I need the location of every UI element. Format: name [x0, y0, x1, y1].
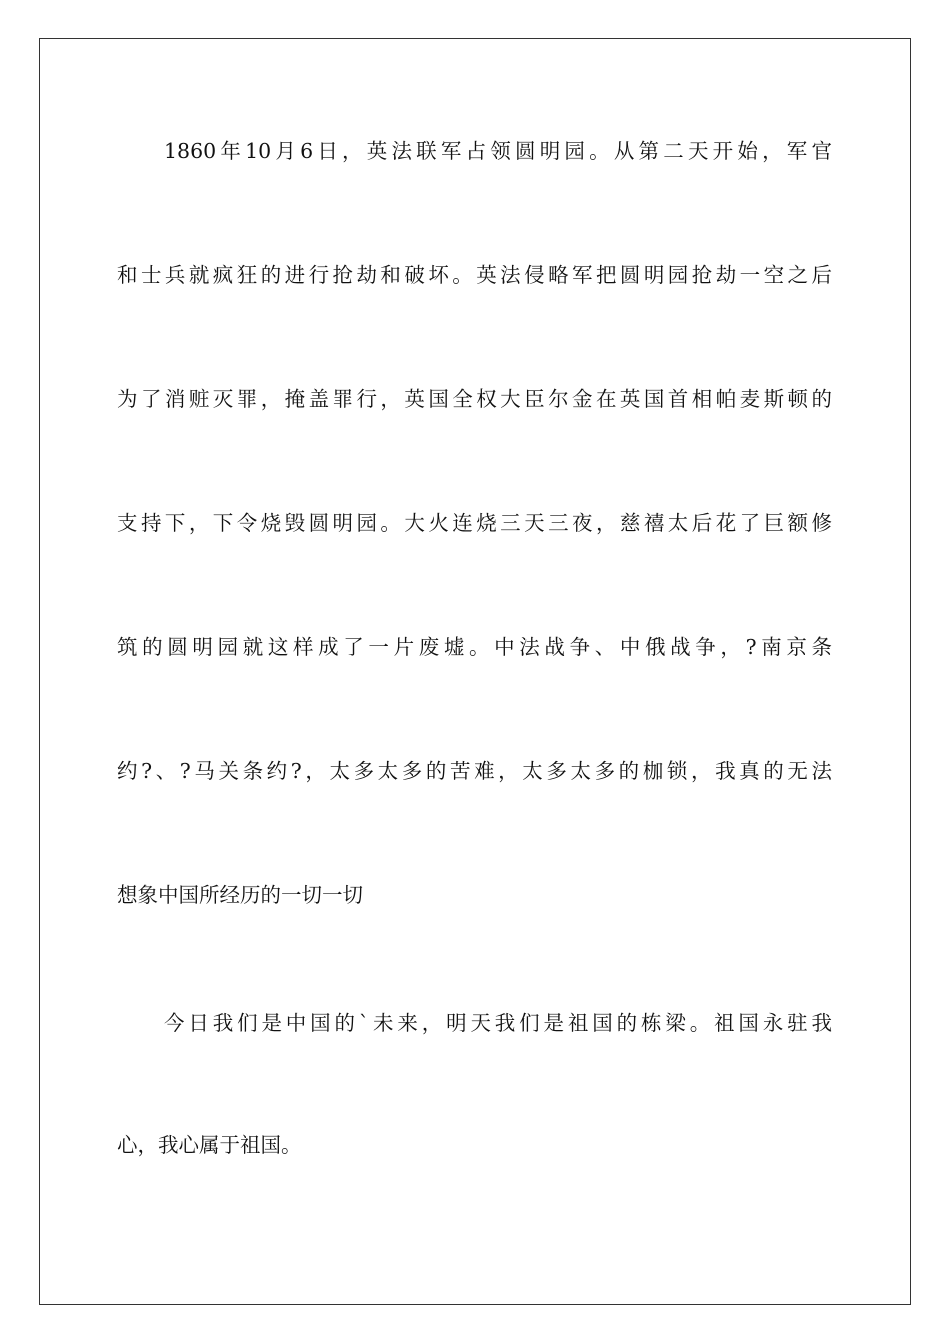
text-line: 1860年10月6日，英法联军占领圆明园。从第二天开始，军官 [164, 139, 832, 163]
text-line: 今日我们是中国的`未来，明天我们是祖国的栋梁。祖国永驻我 [164, 1011, 832, 1035]
text-line: 筑的圆明园就这样成了一片废墟。中法战争、中俄战争，?南京条 [117, 635, 832, 659]
page-border [39, 38, 911, 1305]
text-line: 为了消赃灭罪，掩盖罪行，英国全权大臣尔金在英国首相帕麦斯顿的 [117, 387, 832, 411]
text-line: 约?、?马关条约?，太多太多的苦难，太多太多的枷锁，我真的无法 [117, 759, 832, 783]
text-line: 心，我心属于祖国。 [117, 1133, 302, 1157]
text-line: 支持下，下令烧毁圆明园。大火连烧三天三夜，慈禧太后花了巨额修 [117, 511, 832, 535]
text-line: 和士兵就疯狂的进行抢劫和破坏。英法侵略军把圆明园抢劫一空之后 [117, 263, 832, 287]
text-line: 想象中国所经历的一切一切 [117, 883, 363, 907]
